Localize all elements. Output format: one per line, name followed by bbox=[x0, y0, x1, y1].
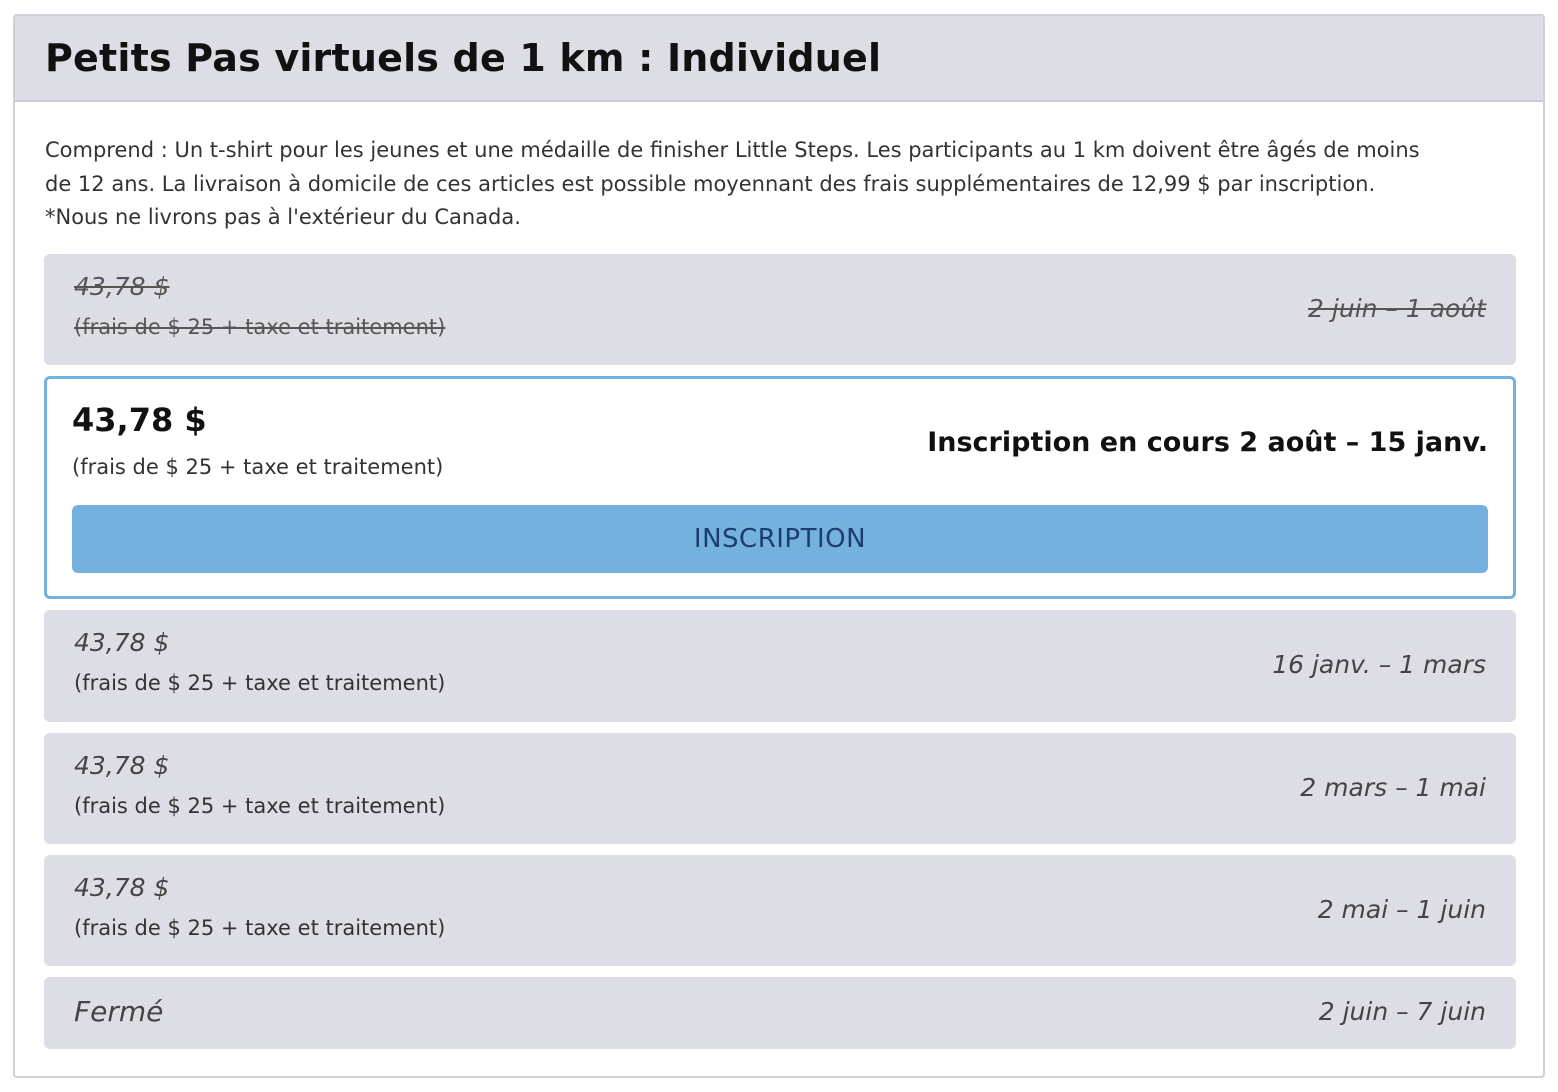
period-price: 43,78 $ bbox=[74, 272, 170, 301]
period-fees: (frais de $ 25 + taxe et traitement) bbox=[72, 455, 444, 479]
period-fees: (frais de $ 25 + taxe et traitement) bbox=[74, 794, 446, 818]
description-line: Comprend : Un t-shirt pour les jeunes et une médaille de finisher Little Steps. Les participants au 1 km doivent être âgés de moins bbox=[45, 138, 1420, 162]
period-price: 43,78 $ bbox=[74, 873, 170, 902]
pricing-period-past bbox=[44, 254, 1516, 365]
card-header bbox=[15, 16, 1543, 102]
period-dates: 2 mars – 1 mai bbox=[1300, 773, 1486, 802]
period-dates: 2 juin – 7 juin bbox=[1318, 997, 1486, 1026]
period-price: 43,78 $ bbox=[74, 628, 170, 657]
period-dates: 2 mai – 1 juin bbox=[1317, 895, 1486, 924]
card-title: Petits Pas virtuels de 1 km : Individuel bbox=[45, 36, 882, 80]
period-dates: Inscription en cours 2 août – 15 janv. bbox=[927, 427, 1488, 458]
pricing-period-closed bbox=[44, 977, 1516, 1049]
description bbox=[45, 134, 1515, 235]
period-price: 43,78 $ bbox=[74, 751, 170, 780]
period-status: Fermé bbox=[74, 995, 164, 1028]
period-fees: (frais de $ 25 + taxe et traitement) bbox=[74, 916, 446, 940]
period-dates: 2 juin – 1 août bbox=[1308, 294, 1486, 323]
description-line: de 12 ans. La livraison à domicile de ces articles est possible moyennant des frais supplémentaires de 12,99 $ par inscription. bbox=[45, 171, 1376, 196]
description-line: *Nous ne livrons pas à l'extérieur du Canada. bbox=[45, 205, 521, 229]
registration-card bbox=[13, 14, 1545, 1078]
period-fees: (frais de $ 25 + taxe et traitement) bbox=[74, 671, 446, 695]
pricing-period-future bbox=[44, 610, 1516, 722]
register-button[interactable]: INSCRIPTION bbox=[72, 505, 1488, 573]
period-price: 43,78 $ bbox=[72, 401, 207, 439]
period-fees: (frais de $ 25 + taxe et traitement) bbox=[74, 315, 446, 339]
pricing-period-future bbox=[44, 855, 1516, 966]
pricing-period-active bbox=[44, 376, 1516, 599]
period-dates: 16 janv. – 1 mars bbox=[1272, 650, 1486, 679]
pricing-period-future bbox=[44, 733, 1516, 844]
